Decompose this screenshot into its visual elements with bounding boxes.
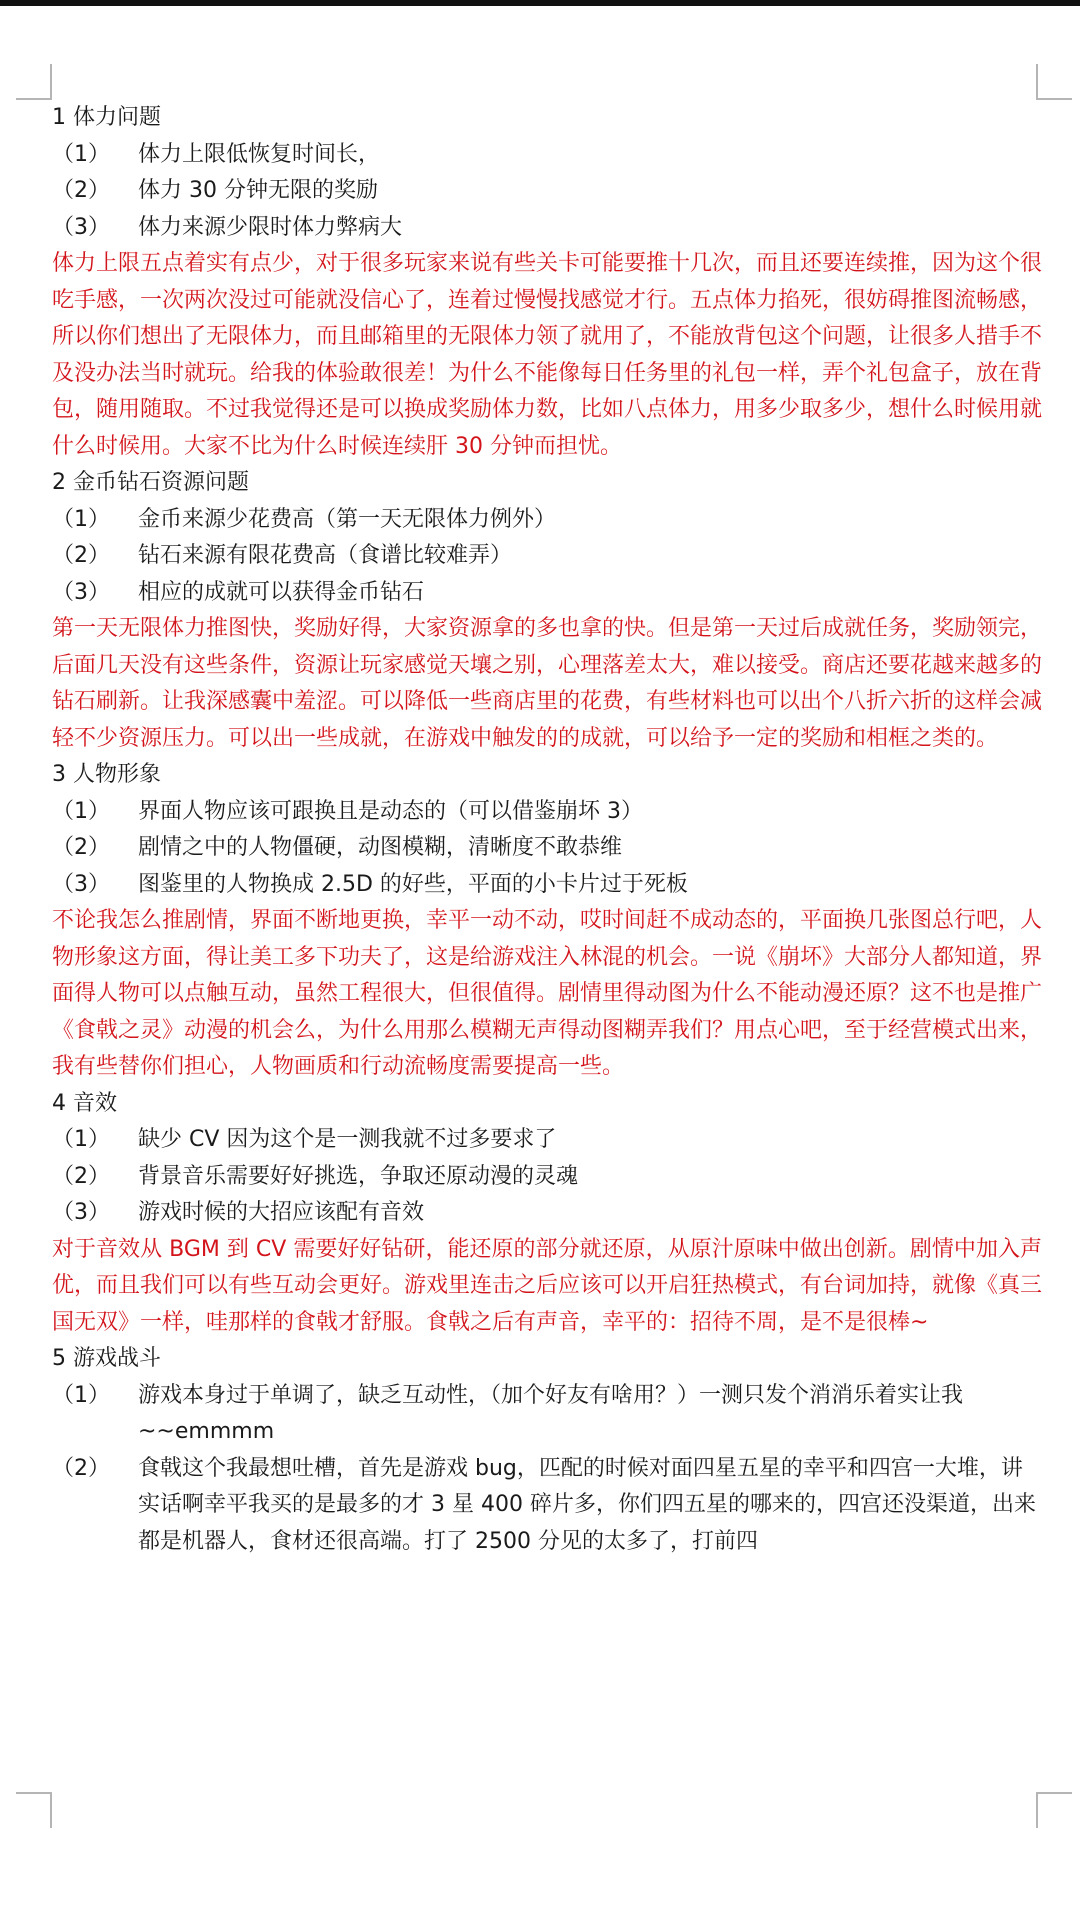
list-item xyxy=(52,575,1042,612)
section xyxy=(52,100,1042,465)
corner-mark-top-left xyxy=(16,64,52,100)
document-body xyxy=(52,100,1042,1780)
section xyxy=(52,757,1042,1086)
item-text: 食戟这个我最想吐槽，首先是游戏 bug，匹配的时候对面四星五星的幸平和四宫一大堆，讲实话啊幸平我买的是最多的才 3 星 400 碎片多，你们四五星的哪来的，四宫还没渠道，出来都是机器人，食材还很高端。打了 2500 分见的太多了，打前四 xyxy=(138,1455,1036,1554)
item-number: （3） xyxy=(52,579,110,605)
section-heading: 4 音效 xyxy=(52,1090,117,1116)
section-heading: 3 人物形象 xyxy=(52,762,161,787)
section-comment: 第一天无限体力推图快，奖励好得，大家资源拿的多也拿的快。但是第一天过后成就任务，奖励领完，后面几天没有这些条件，资源让玩家感觉天壤之别，心理落差太大，难以接受。商店还要花越来越多的钻石刷新。让我深感囊中羞涩。可以降低一些商店里的花费，有些材料也可以出个八折六折的这样会减轻不少资源压力。可以出一些成就，在游戏中触发的的成就，可以给予一定的奖励和相框之类的。 xyxy=(52,616,1042,751)
item-number: （1） xyxy=(52,798,110,824)
top-status-strip xyxy=(0,0,1080,6)
item-text: 金币来源少花费高（第一天无限体力例外） xyxy=(138,506,557,532)
item-text: 体力 30 分钟无限的奖励 xyxy=(138,178,378,203)
list-item xyxy=(52,830,1042,867)
list-item xyxy=(52,502,1042,539)
item-text: 图鉴里的人物换成 2.5D 的好些，平面的小卡片过于死板 xyxy=(138,871,688,897)
list-item xyxy=(52,867,1042,904)
section-comment: 对于音效从 BGM 到 CV 需要好好钻研，能还原的部分就还原，从原汁原味中做出创新。剧情中加入声优，而且我们可以有些互动会更好。游戏里连击之后应该可以开启狂热模式，有台词加持，就像《真三国无双》一样，哇那样的食戟才舒服。食戟之后有声音，幸平的：招待不周，是不是很棒~ xyxy=(52,1236,1042,1335)
item-number: （2） xyxy=(52,1163,110,1189)
item-text: 体力上限低恢复时间长， xyxy=(138,141,381,167)
section-comment: 体力上限五点着实有点少，对于很多玩家来说有些关卡可能要推十几次，而且还要连续推，因为这个很吃手感，一次两次没过可能就没信心了，连着过慢慢找感觉才行。五点体力掐死，很妨碍推图流畅感，所以你们想出了无限体力，而且邮箱里的无限体力领了就用了，不能放背包这个问题，让很多人措手不及没办法当时就玩。给我的体验敢很差！为什么不能像每日任务里的礼包一样，弄个礼包盒子，放在背包，随用随取。不过我觉得还是可以换成奖励体力数，比如八点体力，用多少取多少，想什么时候用就什么时候用。大家不比为什么时候连续肝 30 分钟而担忧。 xyxy=(52,251,1042,459)
item-text: 界面人物应该可跟换且是动态的（可以借鉴崩坏 3） xyxy=(138,798,643,824)
list-item xyxy=(52,137,1042,174)
section xyxy=(52,465,1042,757)
item-number: （1） xyxy=(52,1382,110,1408)
item-number: （1） xyxy=(52,1127,110,1152)
item-text: 钻石来源有限花费高（食谱比较难弄） xyxy=(138,543,513,568)
item-text: 体力来源少限时体力弊病大 xyxy=(138,214,403,240)
list-item xyxy=(52,210,1042,247)
section-heading: 1 体力问题 xyxy=(52,105,161,130)
item-number: （2） xyxy=(52,835,110,860)
list-item xyxy=(52,1159,1042,1196)
item-number: （2） xyxy=(52,543,110,568)
list-item xyxy=(52,173,1042,210)
section-heading: 2 金币钻石资源问题 xyxy=(52,470,249,495)
section xyxy=(52,1341,1042,1560)
section-heading: 5 游戏战斗 xyxy=(52,1346,161,1371)
item-number: （1） xyxy=(52,506,110,532)
list-item xyxy=(52,1195,1042,1232)
item-text: 游戏本身过于单调了，缺乏互动性，（加个好友有啥用？）一测只发个消消乐着实让我~~emmmm xyxy=(138,1382,964,1444)
item-number: （1） xyxy=(52,141,110,167)
item-text: 背景音乐需要好好挑选，争取还原动漫的灵魂 xyxy=(138,1163,579,1189)
corner-mark-top-right xyxy=(1036,64,1072,100)
list-item xyxy=(52,1378,1042,1451)
item-text: 游戏时候的大招应该配有音效 xyxy=(138,1200,425,1225)
list-item xyxy=(52,1122,1042,1159)
corner-mark-bottom-left xyxy=(16,1792,52,1828)
item-number: （3） xyxy=(52,214,110,240)
list-item xyxy=(52,794,1042,831)
corner-mark-bottom-right xyxy=(1036,1792,1072,1828)
item-text: 缺少 CV 因为这个是一测我就不过多要求了 xyxy=(138,1127,557,1152)
item-number: （3） xyxy=(52,1200,110,1225)
item-number: （2） xyxy=(52,1455,110,1481)
item-text: 相应的成就可以获得金币钻石 xyxy=(138,579,425,605)
section-comment: 不论我怎么推剧情，界面不断地更换，幸平一动不动，哎时间赶不成动态的，平面换几张图总行吧，人物形象这方面，得让美工多下功夫了，这是给游戏注入林混的机会。一说《崩坏》大部分人都知道，界面得人物可以点触互动，虽然工程很大，但很值得。剧情里得动图为什么不能动漫还原？这不也是推广《食戟之灵》动漫的机会么，为什么用那么模糊无声得动图糊弄我们？用点心吧，至于经营模式出来，我有些替你们担心，人物画质和行动流畅度需要提高一些。 xyxy=(52,908,1042,1079)
section xyxy=(52,1086,1042,1342)
list-item xyxy=(52,1451,1042,1561)
item-number: （2） xyxy=(52,178,110,203)
item-number: （3） xyxy=(52,871,110,897)
list-item xyxy=(52,538,1042,575)
item-text: 剧情之中的人物僵硬，动图模糊，清晰度不敢恭维 xyxy=(138,835,623,860)
